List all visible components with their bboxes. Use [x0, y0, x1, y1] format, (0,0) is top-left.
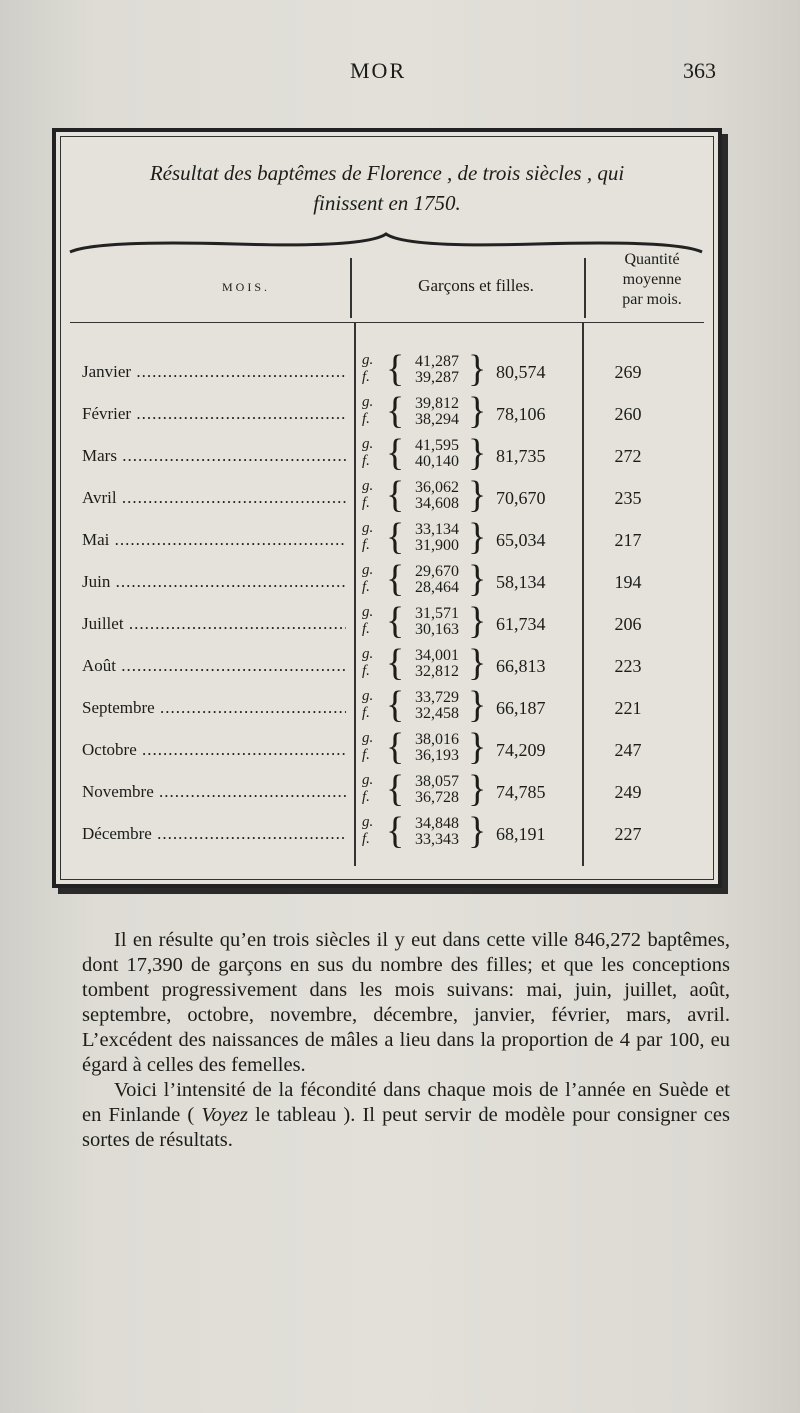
- monthly-average: 227: [614, 824, 642, 844]
- girls-label: f.: [362, 579, 370, 595]
- boys-label: g.: [362, 688, 374, 704]
- month-total: 65,034: [496, 530, 546, 550]
- monthly-average: 260: [614, 404, 642, 424]
- header-rule: [70, 322, 704, 323]
- boys-label: g.: [362, 604, 374, 620]
- boys-count: 34,848: [415, 815, 459, 832]
- boys-label: g.: [362, 478, 374, 494]
- sex-labels: [362, 814, 382, 848]
- sex-labels: [362, 730, 382, 764]
- month-total: 78,106: [496, 404, 546, 424]
- month-name: Septembre .....: [82, 698, 346, 718]
- qty-line-1: Quantité: [624, 251, 680, 268]
- boys-count: 33,134: [415, 521, 459, 538]
- boys-count: 34,001: [415, 647, 459, 664]
- left-brace: {: [386, 474, 405, 516]
- body-text: [82, 928, 730, 1153]
- table-row: [56, 558, 718, 604]
- girls-count: 36,728: [415, 789, 459, 806]
- monthly-average: 223: [614, 656, 642, 676]
- sex-labels: [362, 478, 382, 512]
- counts: [402, 438, 472, 470]
- counts: [402, 522, 472, 554]
- counts: [402, 774, 472, 806]
- left-brace: {: [386, 558, 405, 600]
- monthly-average: 247: [614, 740, 642, 760]
- text-run: Voici l’intensité de la fécondité dans chaque mois de l’année en Suède et en Finlande (: [82, 1079, 730, 1126]
- right-brace: }: [468, 810, 487, 852]
- left-brace: {: [386, 348, 405, 390]
- month-name: Mai .....: [82, 530, 346, 550]
- girls-count: 39,287: [415, 369, 459, 386]
- girls-label: f.: [362, 411, 370, 427]
- text-run-italic: Voyez: [201, 1104, 248, 1126]
- sex-labels: [362, 352, 382, 386]
- girls-label: f.: [362, 495, 370, 511]
- sex-labels: [362, 604, 382, 638]
- month-name: Janvier .....: [82, 362, 346, 382]
- girls-label: f.: [362, 789, 370, 805]
- left-brace: {: [386, 390, 405, 432]
- table-row: [56, 348, 718, 394]
- monthly-average: 249: [614, 782, 642, 802]
- table-row: [56, 726, 718, 772]
- right-brace: }: [468, 768, 487, 810]
- girls-count: 40,140: [415, 453, 459, 470]
- right-brace: }: [468, 474, 487, 516]
- girls-label: f.: [362, 831, 370, 847]
- girls-label: f.: [362, 663, 370, 679]
- month-total: 81,735: [496, 446, 546, 466]
- boys-count: 38,016: [415, 731, 459, 748]
- girls-label: f.: [362, 369, 370, 385]
- left-brace: {: [386, 810, 405, 852]
- boys-count: 29,670: [415, 563, 459, 580]
- month-name: Octobre .....: [82, 740, 346, 760]
- boys-label: g.: [362, 436, 374, 452]
- month-name: Août .....: [82, 656, 346, 676]
- month-total: 66,813: [496, 656, 546, 676]
- right-brace: }: [468, 600, 487, 642]
- month-name: Mars .....: [82, 446, 346, 466]
- month-total: 70,670: [496, 488, 546, 508]
- girls-count: 31,900: [415, 537, 459, 554]
- sex-labels: [362, 646, 382, 680]
- right-brace: }: [468, 516, 487, 558]
- left-brace: {: [386, 684, 405, 726]
- boys-count: 33,729: [415, 689, 459, 706]
- text-run: le tableau ). Il peut servir de modèle pour consigner ces sortes de résultats.: [82, 1104, 730, 1151]
- boys-label: g.: [362, 730, 374, 746]
- monthly-average: 272: [614, 446, 642, 466]
- caption-line-1: Résultat des baptêmes de Florence , de trois siècles , qui: [149, 161, 625, 185]
- sex-labels: [362, 772, 382, 806]
- page-number: 363: [683, 58, 716, 83]
- right-brace: }: [468, 390, 487, 432]
- right-brace: }: [468, 348, 487, 390]
- sex-labels: [362, 394, 382, 428]
- right-brace: }: [468, 558, 487, 600]
- girls-count: 28,464: [415, 579, 459, 596]
- table-row: [56, 768, 718, 814]
- table-row: [56, 684, 718, 730]
- counts: [402, 732, 472, 764]
- boys-label: g.: [362, 772, 374, 788]
- table-row: [56, 474, 718, 520]
- boys-label: g.: [362, 562, 374, 578]
- column-header-monthly-average: [592, 250, 712, 310]
- girls-count: 38,294: [415, 411, 459, 428]
- girls-count: 36,193: [415, 747, 459, 764]
- running-head: MOR: [350, 58, 407, 83]
- girls-count: 33,343: [415, 831, 459, 848]
- divider: [584, 258, 586, 318]
- girls-label: f.: [362, 537, 370, 553]
- left-brace: {: [386, 768, 405, 810]
- girls-count: 30,163: [415, 621, 459, 638]
- divider: [350, 258, 352, 318]
- month-total: 66,187: [496, 698, 546, 718]
- month-name: Juin .....: [82, 572, 346, 592]
- boys-label: g.: [362, 520, 374, 536]
- month-total: 74,785: [496, 782, 546, 802]
- sex-labels: [362, 436, 382, 470]
- counts: [402, 648, 472, 680]
- left-brace: {: [386, 600, 405, 642]
- right-brace: }: [468, 642, 487, 684]
- table-row: [56, 810, 718, 856]
- boys-count: 31,571: [415, 605, 459, 622]
- girls-count: 32,458: [415, 705, 459, 722]
- boys-label: g.: [362, 394, 374, 410]
- month-name: Novembre .....: [82, 782, 346, 802]
- month-name: Février .....: [82, 404, 346, 424]
- girls-label: f.: [362, 621, 370, 637]
- qty-line-3: par mois.: [622, 291, 682, 308]
- month-total: 74,209: [496, 740, 546, 760]
- boys-label: g.: [362, 814, 374, 830]
- caption-line-2: finissent en 1750.: [313, 191, 461, 215]
- right-brace: }: [468, 726, 487, 768]
- left-brace: {: [386, 726, 405, 768]
- month-name: Décembre .....: [82, 824, 346, 844]
- left-brace: {: [386, 516, 405, 558]
- page-header: [0, 58, 800, 90]
- monthly-average: 235: [614, 488, 642, 508]
- girls-count: 32,812: [415, 663, 459, 680]
- sex-labels: [362, 688, 382, 722]
- girls-label: f.: [362, 453, 370, 469]
- monthly-average: 221: [614, 698, 642, 718]
- monthly-average: 194: [614, 572, 642, 592]
- left-brace: {: [386, 642, 405, 684]
- boys-count: 41,287: [415, 353, 459, 370]
- table-caption: [76, 158, 698, 218]
- boys-count: 39,812: [415, 395, 459, 412]
- table-row: [56, 432, 718, 478]
- boys-label: g.: [362, 352, 374, 368]
- boys-count: 38,057: [415, 773, 459, 790]
- boys-count: 41,595: [415, 437, 459, 454]
- monthly-average: 269: [614, 362, 642, 382]
- month-name: Juillet .....: [82, 614, 346, 634]
- baptism-table: [52, 128, 722, 888]
- table-row: [56, 390, 718, 436]
- table-row: [56, 516, 718, 562]
- column-header-month: MOIS.: [221, 280, 270, 294]
- counts: [402, 354, 472, 386]
- girls-label: f.: [362, 747, 370, 763]
- right-brace: }: [468, 432, 487, 474]
- boys-count: 36,062: [415, 479, 459, 496]
- table-row: [56, 600, 718, 646]
- month-total: 80,574: [496, 362, 546, 382]
- counts: [402, 606, 472, 638]
- counts: [402, 480, 472, 512]
- column-header-boys-girls: Garçons et filles.: [418, 276, 534, 295]
- qty-line-2: moyenne: [622, 271, 682, 288]
- girls-count: 34,608: [415, 495, 459, 512]
- left-brace: {: [386, 432, 405, 474]
- counts: [402, 564, 472, 596]
- month-total: 58,134: [496, 572, 546, 592]
- boys-label: g.: [362, 646, 374, 662]
- paragraph: [82, 1078, 730, 1153]
- paragraph: Il en résulte qu’en trois siècles il y eut dans cette ville 846,272 baptêmes, dont 17,390 de garçons en sus du nombre des filles; et que les conceptions tombent progressivement dans les mois suivans: mai, juin, juillet, août, septembre, octobre, novembre, décembre, janvier, février, mars, avril. L’excédent des naissances de mâles a lieu dans la proportion de 4 par 100, eu égard à celles des femelles.: [82, 929, 730, 1076]
- month-total: 68,191: [496, 824, 546, 844]
- counts: [402, 690, 472, 722]
- month-total: 61,734: [496, 614, 546, 634]
- sex-labels: [362, 562, 382, 596]
- counts: [402, 816, 472, 848]
- right-brace: }: [468, 684, 487, 726]
- girls-label: f.: [362, 705, 370, 721]
- monthly-average: 217: [614, 530, 642, 550]
- counts: [402, 396, 472, 428]
- table-row: [56, 642, 718, 688]
- month-name: Avril .....: [82, 488, 346, 508]
- sex-labels: [362, 520, 382, 554]
- monthly-average: 206: [614, 614, 642, 634]
